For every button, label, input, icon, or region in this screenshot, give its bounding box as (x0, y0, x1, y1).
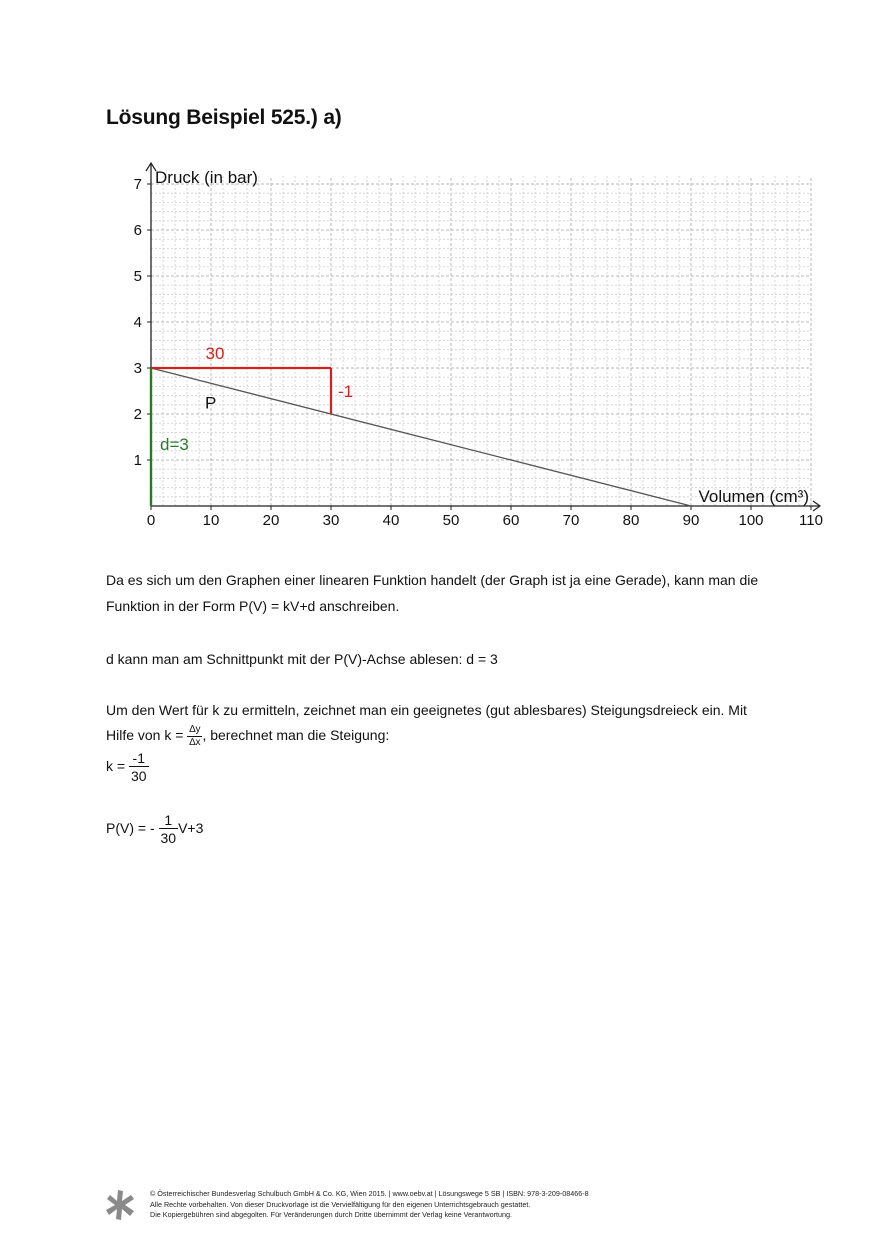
page-title: Lösung Beispiel 525.) a) (106, 106, 342, 129)
x-axis-label: Volumen (cm³) (698, 487, 809, 506)
line-chart (100, 158, 825, 538)
footer (150, 1189, 589, 1221)
x-tick-label: 10 (202, 512, 220, 529)
x-tick-label: 0 (146, 512, 156, 529)
footer-line-1: © Österreichischer Bundesverlag Schulbuch GmbH & Co. KG, Wien 2015. | www.oebv.at | Lösungswege 5 SB | ISBN: 978-3-209-08466-8 (150, 1189, 589, 1198)
slope-formula-suffix: , berechnet man die Steigung: (202, 727, 390, 743)
pv-numerator: 1 (159, 812, 179, 829)
x-tick-label: 60 (502, 512, 520, 529)
k-fraction (129, 750, 149, 785)
paragraph-2: d kann man am Schnittpunkt mit der P(V)-Achse ablesen: d = 3 (106, 651, 498, 667)
y-tick-label: 2 (133, 406, 142, 423)
chart-ticks (134, 176, 823, 529)
y-tick-label: 4 (133, 314, 142, 331)
y-axis-label: Druck (in bar) (155, 168, 258, 187)
rise-label: -1 (338, 382, 354, 401)
slope-numerator: ∆y (189, 723, 201, 735)
y-tick-label: 3 (133, 360, 142, 377)
paragraph-1-line-2: Funktion in der Form P(V) = kV+d anschreiben. (106, 598, 400, 614)
y-tick-label: 6 (133, 222, 142, 239)
pv-prefix: P(V) = - (106, 820, 155, 837)
slope-fraction (187, 724, 202, 749)
paragraph-3-line-1: Um den Wert für k zu ermitteln, zeichnet man ein geeignetes (gut ablesbares) Steigungsdreieck ein. Mit (106, 702, 747, 718)
slope-denominator: ∆x (189, 736, 201, 748)
x-tick-label: 100 (738, 512, 764, 529)
x-tick-label: 50 (442, 512, 460, 529)
k-equation (106, 750, 149, 785)
chart-marks (151, 368, 691, 506)
k-prefix: k = (106, 758, 129, 775)
y-tick-label: 1 (133, 452, 142, 469)
pv-fraction (159, 812, 179, 847)
y-tick-label: 5 (133, 268, 142, 285)
x-tick-label: 40 (382, 512, 400, 529)
x-tick-label: 110 (799, 512, 823, 529)
series-label: P (205, 393, 217, 413)
y-tick-label: 7 (133, 176, 142, 193)
footer-line-3: Die Kopiergebühren sind abgegolten. Für Veränderungen durch Dritte übernimmt der Verlag keine Verantwortung. (150, 1210, 512, 1219)
run-label: 30 (205, 344, 225, 363)
x-tick-label: 90 (682, 512, 700, 529)
pv-equation (106, 812, 203, 847)
x-tick-label: 70 (562, 512, 580, 529)
k-numerator: -1 (129, 750, 149, 767)
x-tick-label: 30 (322, 512, 340, 529)
paragraph-1-line-1: Da es sich um den Graphen einer linearen Funktion handelt (der Graph ist ja eine Gerade), kann man die (106, 572, 759, 588)
publisher-logo-icon (104, 1189, 136, 1221)
pv-denominator: 30 (160, 830, 177, 846)
series-line (151, 368, 691, 506)
chart-grid (151, 176, 811, 506)
intercept-label: d=3 (160, 434, 189, 454)
paragraph-3-line-2 (106, 722, 389, 749)
k-denominator: 30 (130, 768, 147, 784)
slope-formula-prefix: Hilfe von k = (106, 727, 188, 743)
pv-suffix: V+3 (178, 820, 204, 837)
footer-line-2: Alle Rechte vorbehalten. Von dieser Druckvorlage ist die Vervielfältigung für den eigenen Unterrichtsgebrauch gestattet. (150, 1199, 531, 1209)
x-tick-label: 80 (622, 512, 640, 529)
x-tick-label: 20 (262, 512, 280, 529)
